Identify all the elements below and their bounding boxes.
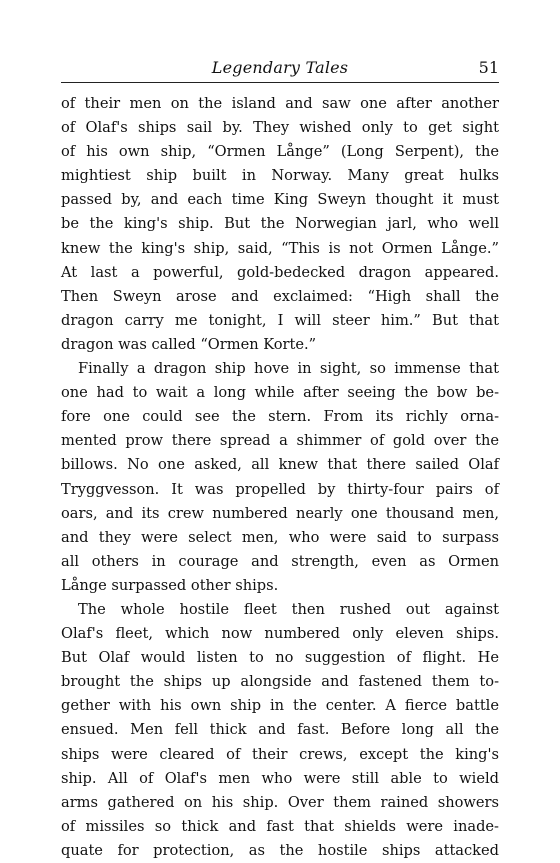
text-line: of their men on the island and saw one after another [61, 95, 499, 112]
text-line: But Olaf would listen to no suggestion of flight. He [61, 649, 499, 667]
text-line: dragon carry me tonight, I will steer him.” But that [61, 311, 499, 329]
text-line: Långe surpassed other ships. [61, 576, 279, 594]
text-line: of Olaf's ships sail by. They wished only to get sight [61, 119, 499, 137]
running-header [61, 52, 499, 83]
page-number: 51 [478, 58, 499, 77]
text-line: ensued. Men fell thick and fast. Before long all the [61, 721, 499, 739]
text-line: brought the ships up alongside and fastened them to- [61, 673, 499, 691]
body-text [61, 92, 499, 863]
paragraph [61, 92, 499, 357]
text-line: fore one could see the stern. From its richly orna- [61, 408, 499, 426]
text-line: oars, and its crew numbered nearly one thousand men, [61, 504, 499, 522]
running-title: Legendary Tales [211, 58, 349, 77]
text-line: ship. All of Olaf's men who were still able to wield [61, 769, 499, 787]
paragraph [61, 357, 499, 598]
text-line: and they were select men, who were said to surpass [61, 528, 499, 546]
text-line: of his own ship, “Ormen Långe” (Long Serpent), the [61, 143, 499, 161]
text-line: Olaf's fleet, which now numbered only eleven ships. [61, 625, 499, 643]
text-line: arms gathered on his ship. Over them rained showers [61, 793, 499, 811]
text-line: Then Sweyn arose and exclaimed: “High shall the [61, 287, 499, 305]
text-line: quate for protection, as the hostile ships attacked [61, 841, 499, 859]
text-line: mightiest ship built in Norway. Many great hulks [61, 167, 499, 185]
text-line: dragon was called “Ormen Korte.” [61, 335, 317, 353]
text-line: The whole hostile fleet then rushed out against [78, 600, 499, 618]
text-line: At last a powerful, gold-bedecked dragon appeared. [61, 263, 499, 281]
text-line: ships were cleared of their crews, except the king's [61, 745, 499, 763]
text-line: passed by, and each time King Sweyn thought it must [61, 191, 499, 209]
text-line: one had to wait a long while after seeing the bow be- [61, 384, 499, 402]
text-line: billows. No one asked, all knew that there sailed Olaf [61, 456, 499, 474]
text-line: all others in courage and strength, even as Ormen [61, 552, 499, 570]
text-line: Finally a dragon ship hove in sight, so immense that [78, 360, 499, 378]
text-line: gether with his own ship in the center. A fierce battle [61, 697, 499, 715]
book-page [61, 52, 499, 863]
text-line: knew the king's ship, said, “This is not Ormen Långe.” [61, 239, 499, 257]
text-line: mented prow there spread a shimmer of gold over the [61, 432, 499, 450]
text-line: of missiles so thick and fast that shields were inade- [61, 817, 499, 835]
text-line: be the king's ship. But the Norwegian jarl, who well [61, 215, 499, 233]
paragraph [61, 598, 499, 863]
text-line: Tryggvesson. It was propelled by thirty-four pairs of [61, 480, 499, 498]
